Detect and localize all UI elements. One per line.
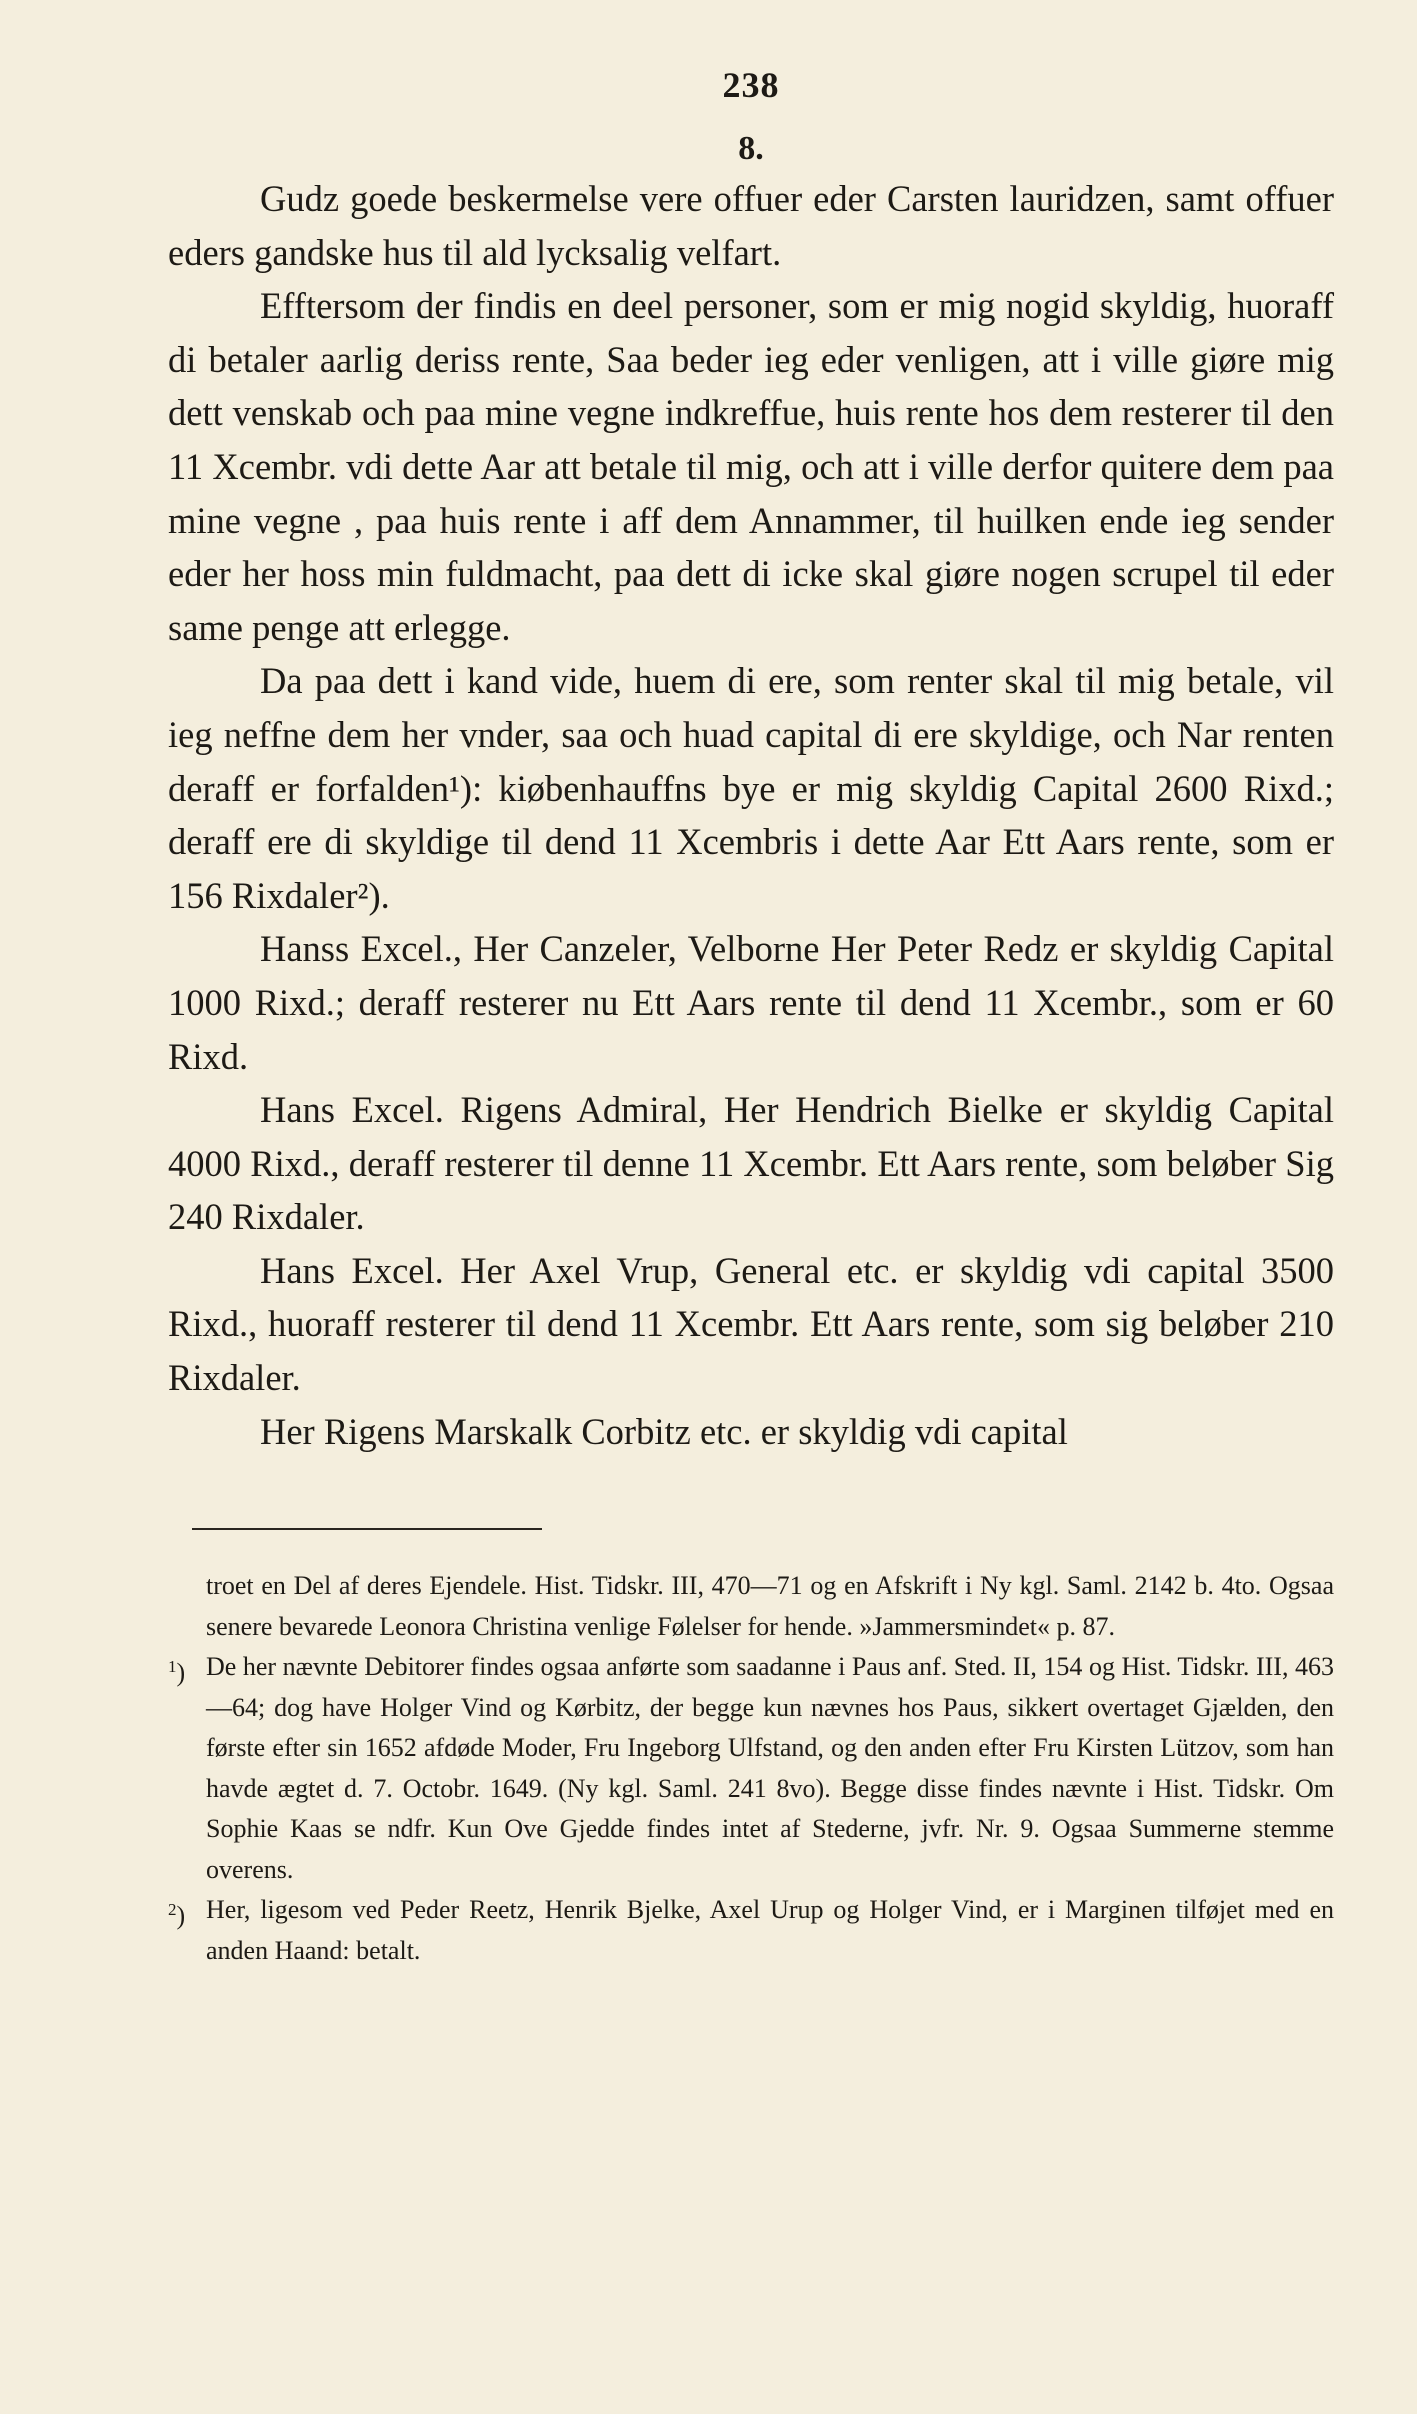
letter-paragraph: Efftersom der findis en deel personer, som er mig nogid skyldig, huoraff di betaler aarlig deriss rente, Saa beder ieg eder venligen, att i ville giøre mig dett venskab och paa mine vegne indkreffue, huis rente hos dem resterer til den 11 Xcembr. vdi dette Aar att betale til mig, och att i ville derfor quitere dem paa mine vegne , paa huis rente i aff dem Annammer, til huilken ende ieg sender eder her hoss min fuldmacht, paa dett di icke skal giøre nogen scrupel til eder same penge att erlegge. [168,285,1334,648]
footnote-continuation: troet en Del af deres Ejendele. Hist. Tidskr. III, 470—71 og en Afskrift i Ny kgl. Saml. 2142 b. 4to. Ogsaa senere bevarede Leonora Christina venlige Følelser for hende. »Jammersmindet« p. 87. [206,1571,1334,1641]
letter-body [168,172,1334,1458]
letter-paragraph: Hans Excel. Her Axel Vrup, General etc. er skyldig vdi capital 3500 Rixd., huoraff resterer til dend 11 Xcembr. Ett Aars rente, som sig beløber 210 Rixdaler. [168,1249,1334,1399]
book-page [168,60,1334,1971]
footnote-2 [168,1890,1334,1971]
letter-paragraph: Hans Excel. Rigens Admiral, Her Hendrich Bielke er skyldig Capital 4000 Rixd., deraff resterer til denne 11 Xcembr. Ett Aars rente, som beløber Sig 240 Rixdaler. [168,1089,1334,1238]
footnote-divider [192,1528,542,1530]
footnote-text: De her nævnte Debitorer findes ogsaa anførte som saadanne i Paus anf. Sted. II, 154 og Hist. Tidskr. III, 463—64; dog have Holger Vind og Kørbitz, der begge kun nævnes hos Paus, sikkert overtaget Gjælden, den første efter sin 1652 afdøde Moder, Fru Ingeborg Ulfstand, og den anden efter Fru Kirsten Lützov, som han havde ægtet d. 7. Octobr. 1649. (Ny kgl. Saml. 241 8vo). Begge disse findes nævnte i Hist. Tidskr. Om Sophie Kaas se ndfr. Kun Ove Gjedde findes intet af Stederne, jvfr. Nr. 9. Ogsaa Summerne stemme overens. [206,1652,1334,1884]
letter-paragraph: Da paa dett i kand vide, huem di ere, som renter skal til mig betale, vil ieg neffne dem her vnder, saa och huad capital di ere skyldige, och Nar renten deraff er forfalden¹): kiøbenhauffns bye er mig skyldig Capital 2600 Rixd.; deraff ere di skyldige til dend 11 Xcembris i dette Aar Ett Aars rente, som er 156 Rixdaler²). [168,660,1334,916]
footnote-mark-1: $^1$) [168,1657,186,1688]
letter-paragraph: Hanss Excel., Her Canzeler, Velborne Her Peter Redz er skyldig Capital 1000 Rixd.; deraff resterer nu Ett Aars rente til dend 11 Xcembr., som er 60 Rixd. [168,928,1334,1077]
footnotes [168,1566,1334,1971]
letter-paragraph: Her Rigens Marskalk Corbitz etc. er skyldig vdi capital [260,1410,1068,1452]
footnote-mark-2: $^2$) [168,1900,186,1931]
page-number: 238 [722,65,780,105]
footnote-1 [168,1647,1334,1890]
letter-number: 8. [738,130,764,167]
footnote-text: Her, ligesom ved Peder Reetz, Henrik Bjelke, Axel Urup og Holger Vind, er i Marginen tilføjet med en anden Haand: betalt. [206,1895,1334,1965]
letter-salutation: Gudz goede beskermelse vere offuer eder Carsten lauridzen, samt offuer eders gandske hus til ald lycksalig velfart. [168,178,1334,273]
